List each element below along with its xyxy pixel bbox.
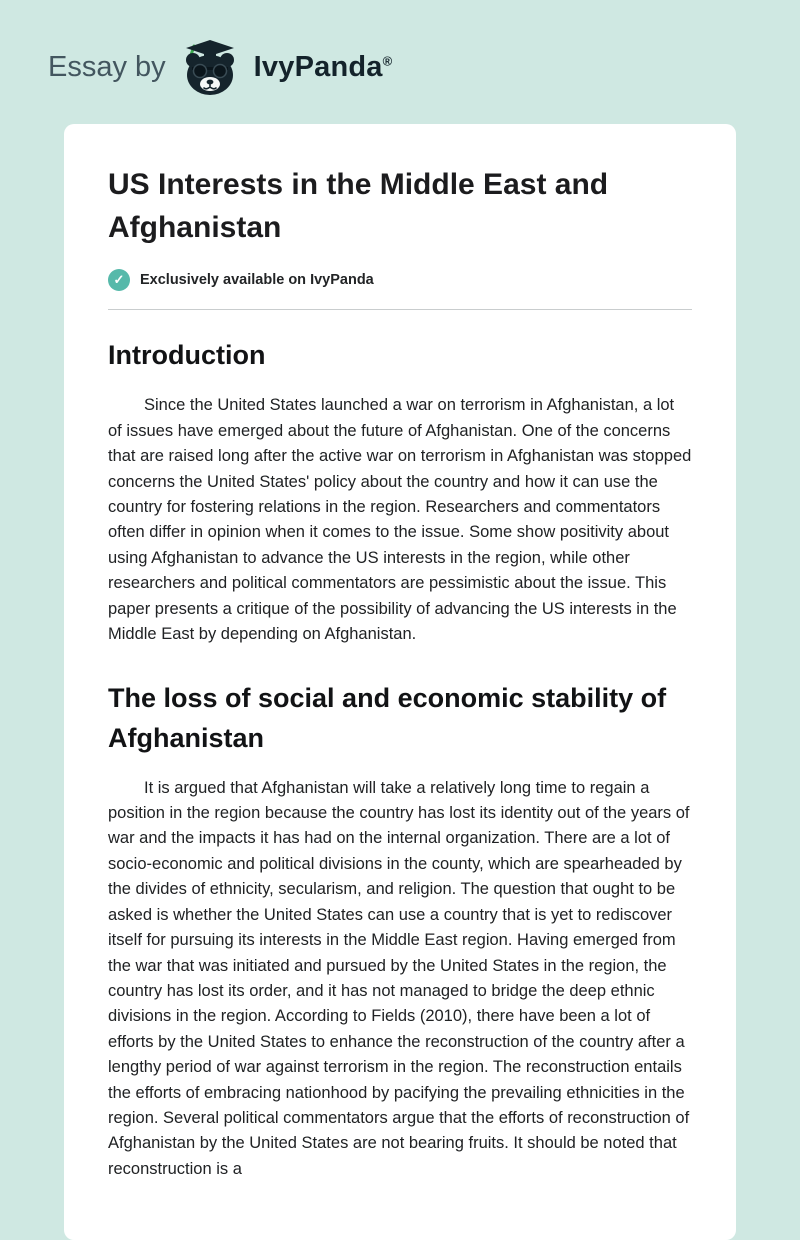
page-title: US Interests in the Middle East and Afghanistan (108, 168, 609, 244)
site-header (0, 0, 800, 96)
check-icon: ✓ (108, 269, 130, 291)
registered-mark: ® (382, 52, 393, 68)
essay-card (64, 124, 736, 1240)
section-heading-loss-of-stability: The loss of social and economic stability of Afghanistan (108, 683, 667, 753)
brand-name: IvyPanda® (253, 50, 393, 83)
exclusive-badge (108, 269, 692, 291)
introduction-paragraph: Since the United States launched a war on terrorism in Afghanistan, a lot of issues have emerged about the future of Afghanistan. One of the concerns that are raised long after the active war on terrorism in Afghanistan was stopped concerns the United States' policy about the country and how it can use the country for fostering relations in the region. Researchers and commentators often differ in opinion when it comes to the issue. Some show positivity about using Afghanistan to advance the US interests in the region, while other researchers and political commentators are pessimistic about the issue. This paper presents a critique of the possibility of advancing the US interests in the Middle East by depending on Afghanistan. (108, 396, 692, 643)
essay-by-label: Essay by (48, 50, 166, 83)
loss-of-stability-paragraph: It is argued that Afghanistan will take a relatively long time to regain a position in the region because the country has lost its identity out of the years of war and the impacts it has had on the internal organization. There are a lot of socio-economic and political divisions in the county, which are spearheaded by the divides of ethnicity, secularism, and religion. The question that ought to be asked is whether the United States can use a country that is yet to rediscover itself for pursuing its interests in the Middle East region. Having emerged from the war that was initiated and pursued by the United States in the region, the country has lost its order, and it has not managed to bridge the deep ethnic divisions in the region. According to Fields (2010), there have been a lot of efforts by the United States to enhance the reconstruction of the country after a lengthy period of war against terrorism in the region. The reconstruction entails the efforts of embracing nationhood by pacifying the prevailing ethnicities in the region. Several political commentators argue that the efforts of reconstruction of Afghanistan by the United States are not bearing fruits. It should be noted that reconstruction is a (108, 778, 690, 1178)
section-heading-introduction: Introduction (108, 340, 266, 371)
divider (108, 309, 692, 310)
exclusive-badge-label: Exclusively available on IvyPanda (140, 272, 374, 289)
ivypanda-logo-icon (180, 38, 240, 96)
